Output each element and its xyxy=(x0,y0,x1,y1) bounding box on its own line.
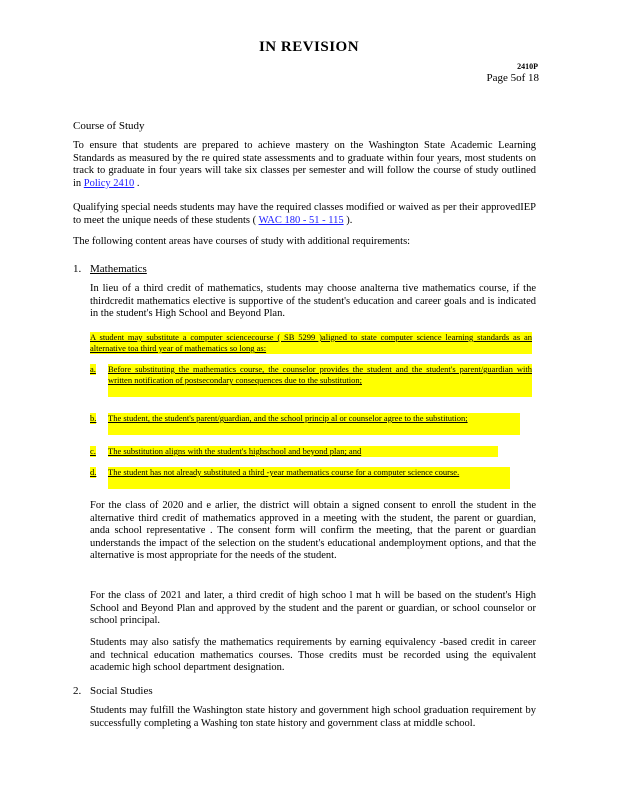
wac-link[interactable]: WAC 180 - 51 - 115 xyxy=(258,214,344,226)
paragraph-text: To ensure that students are prepared to achieve mastery on the Washington State Academic Learning Standards as measured by the re quired state assessments and to graduate within four years, most students on track to graduate in four years will take six classes per semester and will follow the course of study outlined in xyxy=(73,140,536,189)
condition-text: The student has not already substituted a third -year mathematics course for a computer science course. xyxy=(108,467,460,477)
highlighted-cs-substitution-intro xyxy=(90,332,532,354)
paragraph-end: . xyxy=(134,177,140,189)
list-number: 2. xyxy=(73,685,82,697)
condition-text: Before substituting the mathematics course, the counselor provides the student and the student's parent/guardian with written notification of postsecondary consequences due to the substitution; xyxy=(108,364,532,385)
condition-c xyxy=(108,446,498,457)
list-number: 1. xyxy=(73,263,82,275)
course-of-study-paragraph xyxy=(73,140,536,190)
equivalency-credit-paragraph: Students may also satisfy the mathematics requirements by earning equivalency -based credit in career and technical education mathematics courses. Those credits must be recorded using the equivalent academic high school department designation. xyxy=(90,637,536,674)
course-of-study-heading: Course of Study xyxy=(73,120,145,132)
condition-c-label: c. xyxy=(90,446,96,456)
condition-text: The substitution aligns with the student's highschool and beyond plan; and xyxy=(108,446,362,456)
condition-a-label: a. xyxy=(90,364,96,374)
class-of-2021-paragraph: For the class of 2021 and later, a third credit of high schoo l mat h will be based on the student's High School and Beyond Plan and approved by the student and the parent or guardian, or school counselor or school principal. xyxy=(90,590,536,627)
special-needs-paragraph xyxy=(73,202,536,227)
class-of-2020-paragraph: For the class of 2020 and e arlier, the district will obtain a signed consent to enroll the student in the alternative third credit of mathematics approved in a meeting with the student, the parent or guardian, anda school representative . The consent form will confirm the meeting, that the parent or guardian understands the impact of the selection on the student's educational andemployment options, and that the alternative is most appropriate for the needs of the student. xyxy=(90,500,536,562)
paragraph-text: Qualifying special needs students may have the required classes modified or waived as per their approvedIEP to meet the unique needs of these students ( xyxy=(73,202,536,226)
social-studies-paragraph: Students may fulfill the Washington state history and government high school graduation requirement by successfully completing a Washing ton state history and government class at middle school. xyxy=(90,705,536,729)
condition-a xyxy=(108,364,532,397)
mathematics-heading: Mathematics xyxy=(90,263,147,275)
condition-b-label: b. xyxy=(90,413,97,423)
policy-2410-link[interactable]: Policy 2410 xyxy=(83,177,135,189)
page-number: Page 5of 18 xyxy=(486,72,539,84)
revision-title: IN REVISION xyxy=(258,39,360,55)
highlight-text: A student may substitute a computer sciencecourse ( SB 5299 )aligned to state computer science learning standards as an alternative toa third year of mathematics so long as: xyxy=(90,332,532,353)
paragraph-end: ). xyxy=(343,214,353,226)
social-studies-heading: Social Studies xyxy=(90,685,153,697)
condition-b xyxy=(108,413,520,435)
condition-d-label: d. xyxy=(90,467,97,477)
condition-d xyxy=(108,467,510,489)
condition-text: The student, the student's parent/guardian, and the school princip al or counselor agree to the substitution; xyxy=(108,413,468,423)
document-id: 2410P xyxy=(517,62,538,71)
mathematics-intro: In lieu of a third credit of mathematics, students may choose analterna tive mathematics course, if the thirdcredit mathematics elective is supportive of the student's education and career goals and is indicated in the student's High School and Beyond Plan. xyxy=(90,283,536,320)
content-areas-paragraph: The following content areas have courses of study with additional requirements: xyxy=(73,236,411,247)
